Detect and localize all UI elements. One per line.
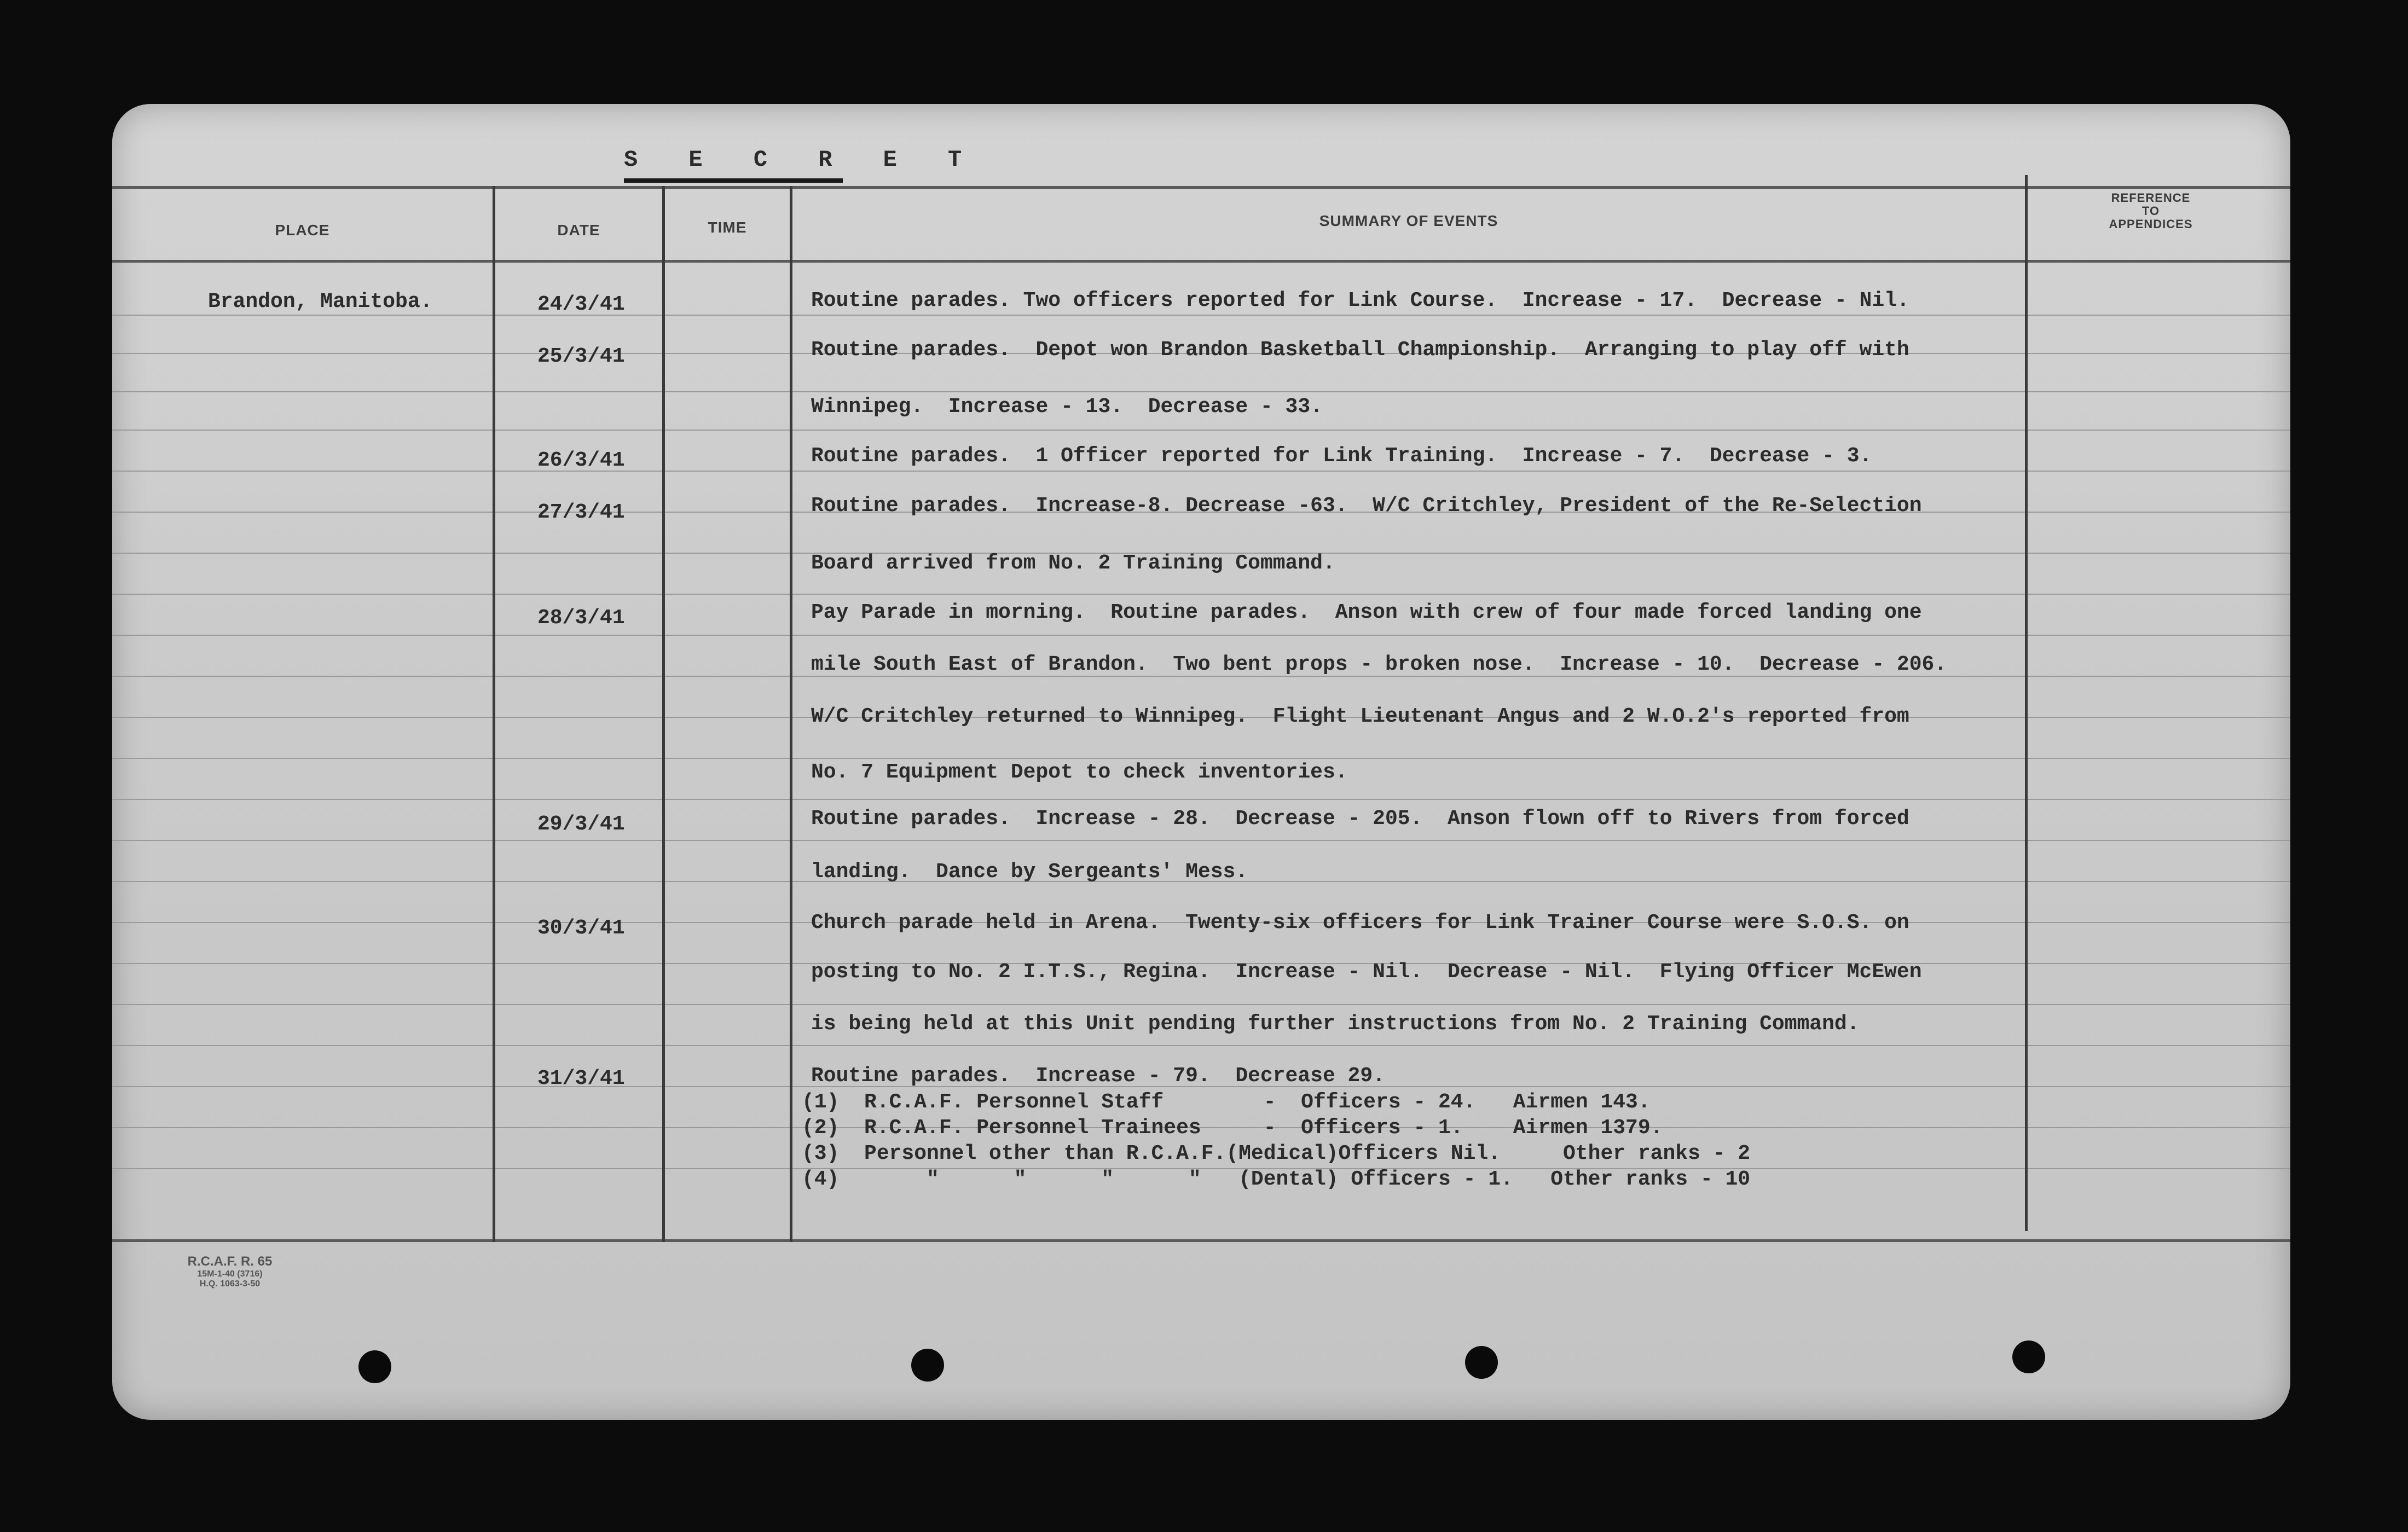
column-divider-place — [493, 186, 495, 1242]
date-entry: 29/3/41 — [537, 813, 625, 836]
column-divider-time — [790, 186, 792, 1242]
date-entry: 26/3/41 — [537, 449, 625, 472]
summary-line: Board arrived from No. 2 Training Command. — [811, 552, 1335, 575]
column-header-time: TIME — [708, 219, 747, 236]
row-rule — [112, 471, 2290, 472]
table-top-rule — [112, 186, 2290, 189]
row-rule — [112, 594, 2290, 595]
summary-line: Pay Parade in morning. Routine parades. Anson with crew of four made forced landing one — [811, 601, 1922, 624]
column-divider-date — [662, 186, 665, 1242]
classification-stamp: S E C R E T — [624, 147, 981, 173]
date-entry: 28/3/41 — [537, 606, 625, 630]
date-entry: 25/3/41 — [537, 345, 625, 368]
summary-line: Routine parades. Two officers reported for Link Course. Increase - 17. Decrease - Nil. — [811, 289, 1909, 312]
summary-line: Winnipeg. Increase - 13. Decrease - 33. — [811, 395, 1323, 419]
row-rule — [112, 430, 2290, 431]
summary-line: posting to No. 2 I.T.S., Regina. Increase - Nil. Decrease - Nil. Flying Officer McEwen — [811, 960, 1922, 984]
row-rule — [112, 1045, 2290, 1046]
column-header-summary: SUMMARY OF EVENTS — [1319, 212, 1498, 229]
punch-hole — [1465, 1346, 1498, 1379]
date-entry: 30/3/41 — [537, 916, 625, 940]
form-hq-code: H.Q. 1063-3-50 — [199, 1279, 261, 1289]
punch-hole — [2012, 1340, 2045, 1373]
column-header-reference: REFERENCE TO APPENDICES — [2109, 191, 2193, 231]
strength-line: (1) R.C.A.F. Personnel Staff - Officers - 24. Airmen 143. — [802, 1090, 1651, 1114]
column-header-date: DATE — [557, 222, 600, 239]
summary-line: Routine parades. Increase - 79. Decrease 29. — [811, 1064, 1385, 1088]
punch-hole — [911, 1349, 944, 1382]
summary-line: Routine parades. Increase-8. Decrease -63. W/C Critchley, President of the Re-Selection — [811, 494, 1922, 518]
place-entry: Brandon, Manitoba. — [208, 290, 433, 314]
punch-hole — [358, 1350, 391, 1383]
summary-line: Routine parades. 1 Officer reported for Link Training. Increase - 7. Decrease - 3. — [811, 444, 1872, 468]
header-bottom-rule — [112, 260, 2290, 263]
classification-underline — [624, 178, 843, 183]
row-rule — [112, 315, 2290, 316]
summary-line: W/C Critchley returned to Winnipeg. Flight Lieutenant Angus and 2 W.O.2's reported from — [811, 705, 1909, 728]
form-print-code: 15M-1-40 (3716) — [197, 1269, 263, 1279]
summary-line: Routine parades. Depot won Brandon Basketball Championship. Arranging to play off with — [811, 338, 1909, 362]
summary-line: Church parade held in Arena. Twenty-six officers for Link Trainer Course were S.O.S. on — [811, 911, 1909, 935]
row-rule — [112, 391, 2290, 392]
row-rule — [112, 635, 2290, 636]
strength-line: (3) Personnel other than R.C.A.F.(Medical)Officers Nil. Other ranks - 2 — [802, 1142, 1751, 1165]
row-rule — [112, 1004, 2290, 1005]
summary-line: is being held at this Unit pending further instructions from No. 2 Training Command. — [811, 1012, 1860, 1036]
row-rule — [112, 799, 2290, 800]
row-rule — [112, 758, 2290, 759]
date-entry: 31/3/41 — [537, 1067, 625, 1090]
summary-line: No. 7 Equipment Depot to check inventories. — [811, 761, 1348, 784]
summary-line: landing. Dance by Sergeants' Mess. — [811, 860, 1248, 884]
row-rule — [112, 840, 2290, 841]
form-number: R.C.A.F. R. 65 — [187, 1254, 273, 1269]
date-entry: 24/3/41 — [537, 293, 625, 316]
column-header-place: PLACE — [275, 222, 330, 239]
column-divider-summary — [2025, 175, 2028, 1231]
summary-line: Routine parades. Increase - 28. Decrease - 205. Anson flown off to Rivers from forced — [811, 807, 1909, 831]
summary-line: mile South East of Brandon. Two bent props - broken nose. Increase - 10. Decrease - 206. — [811, 653, 1947, 676]
form-reference — [159, 1254, 301, 1289]
table-bottom-rule — [112, 1239, 2290, 1242]
strength-line: (2) R.C.A.F. Personnel Trainees - Officers - 1. Airmen 1379. — [802, 1116, 1663, 1140]
date-entry: 27/3/41 — [537, 501, 625, 524]
strength-line: (4) " " " " (Dental) Officers - 1. Other ranks - 10 — [802, 1168, 1751, 1191]
